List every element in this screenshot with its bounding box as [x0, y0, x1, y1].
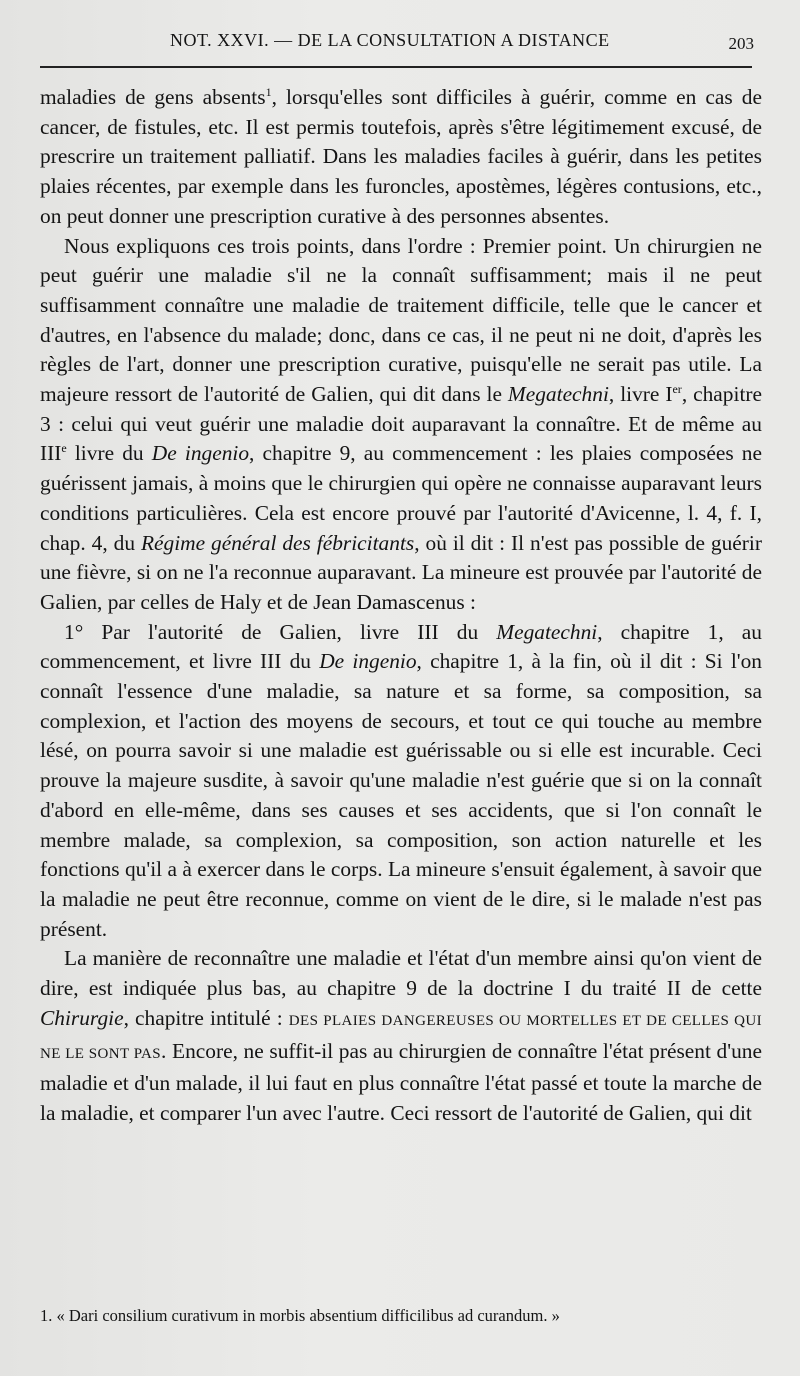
footnote-reference: 1 [265, 84, 272, 99]
p2-text-d: livre du [66, 441, 152, 466]
p3-italic-title-1: Megatechni [496, 619, 598, 644]
p1-text-b: , lorsqu'elles sont difficiles à guérir, comme en cas de cancer, de fistules, etc. Il est permis toutefois, après s'être légitimement excusé, de prescrire un traitement palliatif. Dans les maladies faciles à guérir, dans les petites plaies récentes, par exemple dans les furoncles, apostèmes, légères contusions, etc., on peut donner une prescription curative à des personnes absentes. [40, 85, 762, 228]
header-rule [40, 66, 752, 68]
p2-italic-title-3: Régime général des fébricitants [140, 530, 415, 555]
p2-superscript-2: e [61, 441, 67, 456]
p2-italic-title-2: De ingenio [151, 441, 250, 466]
paragraph-1 [40, 83, 762, 232]
body-text [40, 83, 762, 1129]
p2-text-c: , chapitre 3 : celui qui veut guérir une maladie doit auparavant la connaître. Et de même au III [40, 382, 762, 466]
paragraph-3 [40, 618, 762, 945]
p1-text-a: maladies de gens absents [40, 85, 266, 109]
footnote-number: 1. [40, 1306, 53, 1325]
p4-small-caps-chapter-title: DES PLAIES DANGEREUSES OU MORTELLES ET DE CELLES QUI NE LE SONT PAS [40, 1012, 762, 1062]
footnote-text: « Dari consilium curativum in morbis absentium difficilibus ad curandum. » [56, 1306, 560, 1325]
p2-text-a: Nous expliquons ces trois points, dans l'ordre : Premier point. Un chirurgien ne peut guérir une maladie s'il ne la connaît suffisamment; mais il ne peut suffisamment connaître une maladie de traitement difficile, telle que le cancer et d'autres, en l'absence du malade; donc, dans ce cas, il ne peut ni ne doit, d'après les règles de l'art, donner une prescription curative, puisqu'elle ne serait pas utile. La majeure ressort de l'autorité de Galien, qui dit dans le [40, 233, 762, 407]
paragraph-4 [40, 944, 762, 1128]
p2-text-f: , où il dit : Il n'est pas possible de guérir une fièvre, si on ne l'a reconnue auparavant. La mineure est prouvée par l'autorité de Galien, par celles de Haly et de Jean Damascenus : [40, 530, 762, 614]
p4-text-c: . Encore, ne suffit-il pas au chirurgien de connaître l'état présent d'une maladie et d'un malade, il lui faut en plus connaître l'état passé et toute la marche de la maladie, et comparer l'un avec l'autre. Ceci ressort de l'autorité de Galien, qui dit [40, 1038, 762, 1125]
p2-superscript-1: er [672, 381, 682, 396]
p3-text-a: 1° Par l'autorité de Galien, livre III du [64, 619, 497, 644]
p3-text-c: , chapitre 1, à la fin, où il dit : Si l'on connaît l'essence d'une maladie, sa nature et sa forme, sa composition, sa complexion, et l'action des moyens de secours, et tout ce qui touche au membre lésé, on pourra savoir si une maladie est guérissable ou si elle est incurable. Ceci prouve la majeure susdite, à savoir qu'une maladie n'est guérie que si on la connaît d'abord en elle-même, dans ses causes et ses accidents, que si l'on connaît le membre malade, sa complexion, sa composition, son action naturelle et les fonctions qu'il a à exercer dans le corps. La mineure s'ensuit également, à savoir que la maladie ne peut être reconnue, comme on vient de le dire, si le malade n'est pas présent. [40, 649, 763, 941]
running-head-title: NOT. XXVI. — DE LA CONSULTATION A DISTANCE [170, 30, 610, 50]
p4-italic-title-1: Chirurgie [40, 1005, 124, 1030]
p2-text-b: , livre I [608, 382, 673, 407]
p3-italic-title-2: De ingenio [319, 649, 417, 674]
p4-text-a: La manière de reconnaître une maladie et l'état d'un membre ainsi qu'on vient de dire, est indiquée plus bas, au chapitre 9 de la doctrine I du traité II de cette [40, 946, 762, 1001]
footnote [40, 1305, 752, 1327]
page-number: 203 [728, 34, 754, 53]
p2-italic-title-1: Megatechni [507, 382, 609, 407]
p4-text-b: , chapitre intitulé : [123, 1005, 289, 1030]
paragraph-2 [40, 232, 762, 618]
running-head [40, 30, 760, 60]
p3-text-b: , chapitre 1, au commencement, et livre III du [40, 619, 762, 674]
p2-text-e: , chapitre 9, au commencement : les plaies composées ne guérissent jamais, à moins que le chirurgien qui opère ne connaisse auparavant leurs conditions particulières. Cela est encore prouvé par l'autorité d'Avicenne, l. 4, f. I, chap. 4, du [40, 441, 762, 555]
